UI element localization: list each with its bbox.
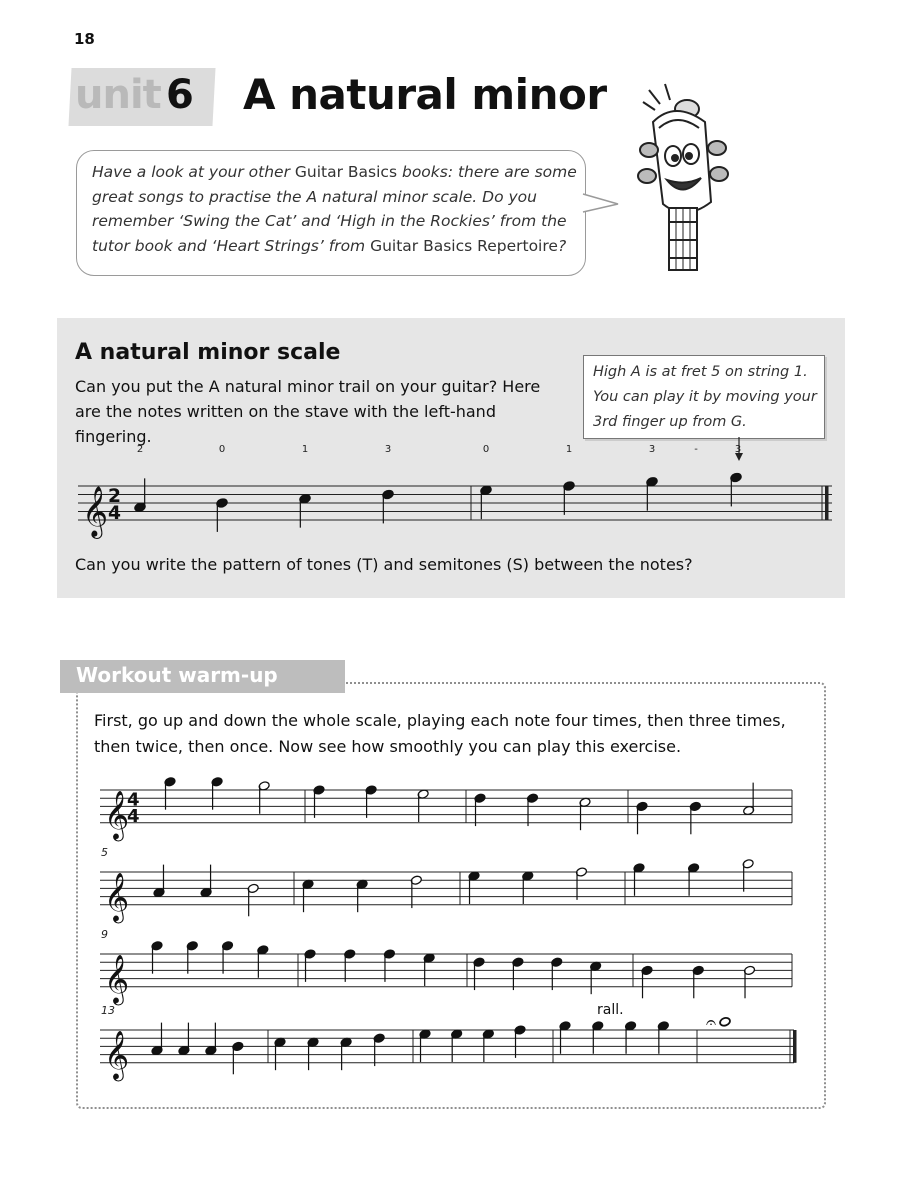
measure-number: 13 xyxy=(101,1004,115,1017)
unit-label: unit xyxy=(75,72,161,118)
treble-clef-icon: 𝄞 xyxy=(104,953,130,1004)
treble-clef-icon: 𝄞 xyxy=(82,486,109,537)
treble-clef-icon: 𝄞 xyxy=(104,1029,130,1080)
treble-clef-icon: 𝄞 xyxy=(104,871,130,922)
tempo-marking: rall. xyxy=(597,1002,624,1018)
fingering-number: 0 xyxy=(482,444,490,455)
fermata-icon: 𝄐 xyxy=(706,1012,717,1033)
time-signature-bottom: 4 xyxy=(127,805,140,827)
tip-text: High A is at fret 5 on string 1. You can play it by moving your 3rd finger up from G. xyxy=(593,364,817,430)
workout-score xyxy=(0,760,900,1100)
measure-number: 5 xyxy=(101,846,108,859)
section-intro: Can you put the A natural minor trail on your guitar? Here are the notes written on the stave with the left-hand fingering. xyxy=(75,377,541,446)
workout-title: Workout warm-up xyxy=(76,663,278,687)
time-signature-top: 2 xyxy=(108,486,122,507)
treble-clef-icon: 𝄞 xyxy=(104,789,130,840)
speech-bubble-text xyxy=(92,160,582,258)
bubble-text-part: ? xyxy=(557,236,567,255)
fingering-number: 3 xyxy=(384,444,392,455)
bubble-text-part: books: there are some great songs to practise the A natural minor scale. Do you remember ‘Swing the Cat’ and ‘High in the Rockies’ from the tutor book and ‘Heart Strings’ from xyxy=(92,163,577,255)
fingering-number: - xyxy=(694,444,698,455)
section-question: Can you write the pattern of tones (T) and semitones (S) between the notes? xyxy=(75,555,693,574)
fingering-number: 0 xyxy=(218,444,226,455)
final-barline xyxy=(793,1030,797,1063)
fingering-number: 3 xyxy=(648,444,656,455)
book-title: Guitar Basics Repertoire xyxy=(370,236,558,255)
measure-number: 9 xyxy=(101,928,108,941)
time-signature-bottom: 4 xyxy=(108,503,122,524)
fingering-number: 1 xyxy=(301,444,309,455)
fingering-number: 1 xyxy=(565,444,573,455)
page-number: 18 xyxy=(74,30,95,48)
time-signature-top: 4 xyxy=(127,789,140,811)
fingering-number: 2 xyxy=(136,444,144,455)
bubble-text-part: Have a look at your other xyxy=(92,163,295,181)
unit-number: 6 xyxy=(166,72,194,118)
section-heading: A natural minor scale xyxy=(75,340,341,365)
whole-note xyxy=(719,1017,731,1027)
page-title: A natural minor xyxy=(243,70,607,119)
final-barline xyxy=(825,486,829,520)
fingering-number: 3 xyxy=(734,444,742,455)
workout-intro: First, go up and down the whole scale, playing each note four times, then three times, then twice, then once. Now see how smoothly you can play this exercise. xyxy=(94,711,786,756)
book-title: Guitar Basics xyxy=(294,163,398,181)
scale-staff xyxy=(0,440,900,550)
guitar-headstock-mascot-icon xyxy=(615,82,735,272)
